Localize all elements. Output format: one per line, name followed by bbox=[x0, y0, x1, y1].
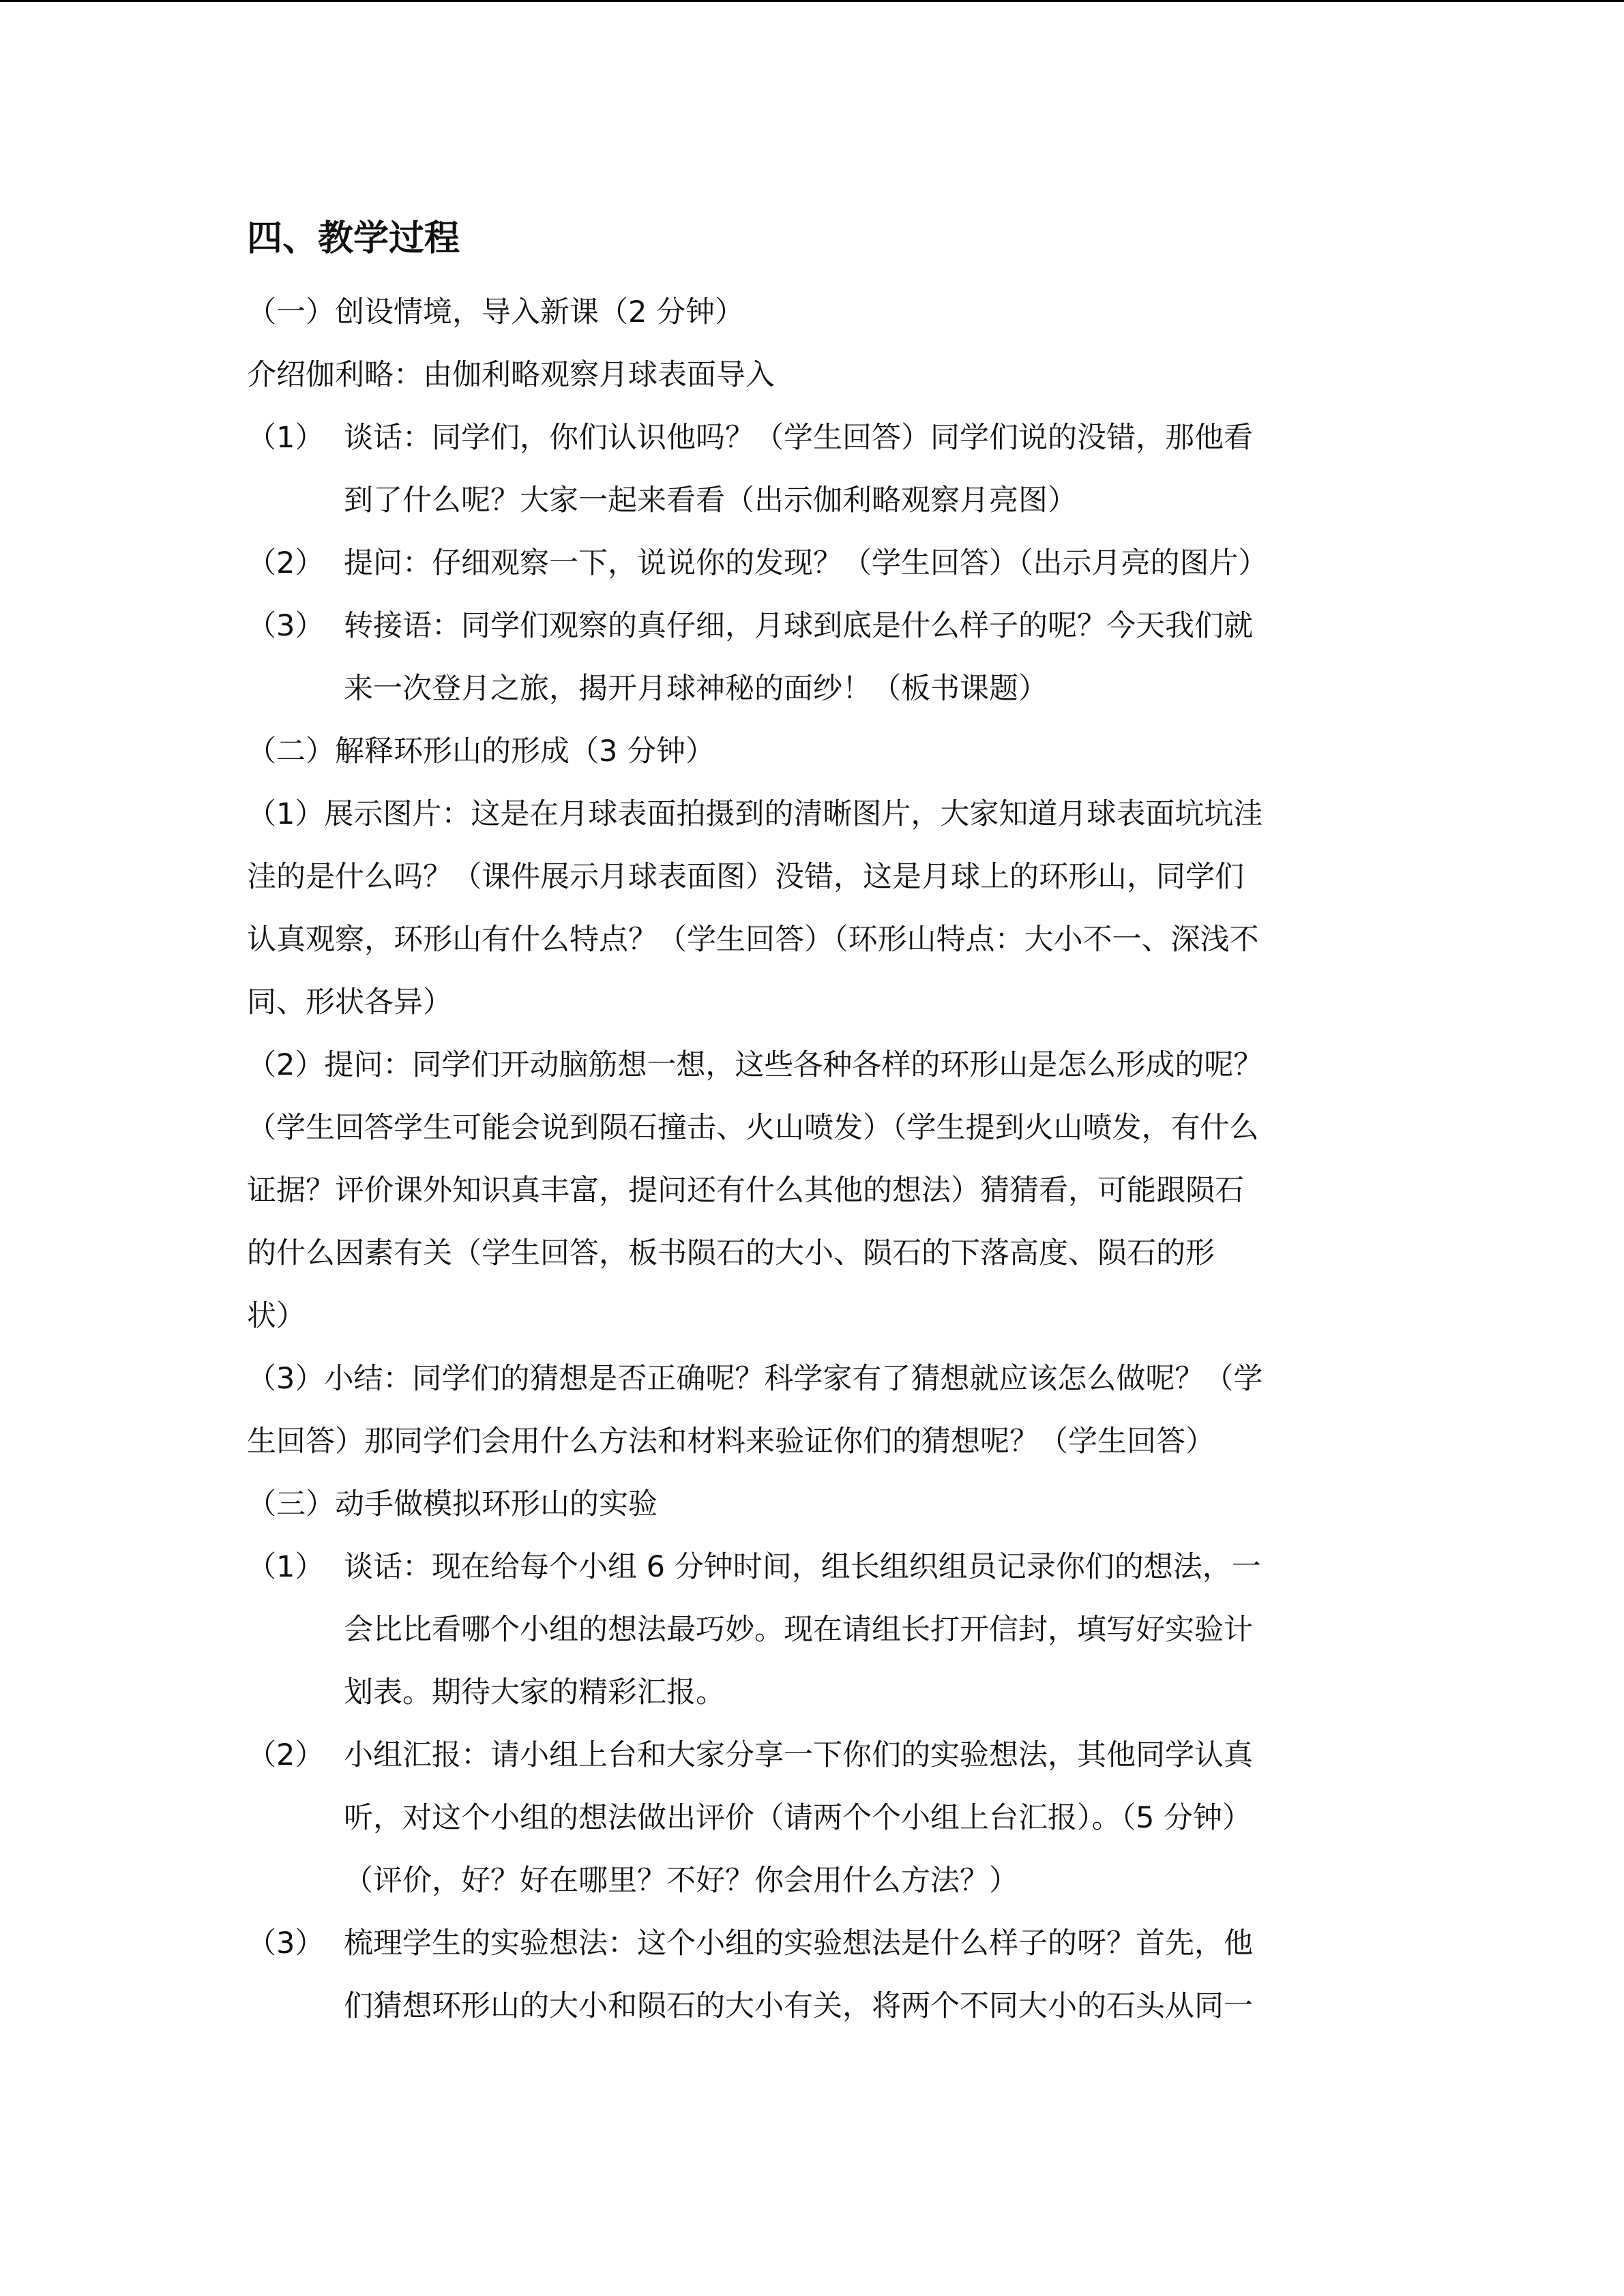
item-line: 转接语：同学们观察的真仔细，月球到底是什么样子的呢？今天我们就 bbox=[344, 609, 1253, 643]
part1-intro: 介绍伽利略：由伽利略观察月球表面导入 bbox=[247, 358, 775, 392]
paragraph-line: 洼的是什么吗？（课件展示月球表面图）没错，这是月球上的环形山，同学们 bbox=[247, 860, 1244, 894]
item-line: 小组汇报：请小组上台和大家分享一下你们的实验想法，其他同学认真 bbox=[344, 1738, 1253, 1772]
item-number: （3） bbox=[247, 1926, 325, 1960]
part2-heading: （二）解释环形山的形成（3 分钟） bbox=[247, 734, 715, 769]
paragraph-line: （3）小结：同学们的猜想是否正确呢？科学家有了猜想就应该怎么做呢？（学 bbox=[247, 1362, 1263, 1396]
part3-item-1 bbox=[247, 1536, 1379, 1724]
part2-paragraph-3 bbox=[247, 1347, 1379, 1473]
item-number: （1） bbox=[247, 421, 325, 455]
part2-paragraph-2 bbox=[247, 1034, 1379, 1347]
item-number: （1） bbox=[247, 1550, 325, 1584]
item-number: （3） bbox=[247, 609, 325, 643]
part3-item-3 bbox=[247, 1912, 1379, 2038]
paragraph-line: 生回答）那同学们会用什么方法和材料来验证你们的猜想呢？（学生回答） bbox=[247, 1425, 1215, 1459]
paragraph-line: 证据？评价课外知识真丰富，提问还有什么其他的想法）猜猜看，可能跟陨石 bbox=[247, 1174, 1244, 1208]
part1-item-3 bbox=[247, 595, 1379, 720]
section-title: 四、教学过程 bbox=[247, 218, 460, 259]
item-line: 提问：仔细观察一下，说说你的发现？（学生回答）（出示月亮的图片） bbox=[344, 546, 1268, 580]
paragraph-line: （1）展示图片：这是在月球表面拍摄到的清晰图片，大家知道月球表面坑坑洼 bbox=[247, 797, 1263, 831]
document-page bbox=[247, 205, 1379, 2038]
part1-heading: （一）创设情境，导入新课（2 分钟） bbox=[247, 295, 745, 329]
item-line: 谈话：同学们，你们认识他吗？（学生回答）同学们说的没错，那他看 bbox=[344, 421, 1253, 455]
part3-heading: （三）动手做模拟环形山的实验 bbox=[247, 1487, 658, 1521]
item-line: 谈话：现在给每个小组 6 分钟时间，组长组织组员记录你们的想法，一 bbox=[344, 1550, 1261, 1584]
part3-item-2 bbox=[247, 1724, 1379, 1912]
item-line: 来一次登月之旅，揭开月球神秘的面纱！（板书课题） bbox=[344, 672, 1048, 706]
part1-item-2 bbox=[247, 532, 1379, 595]
item-line: 会比比看哪个小组的想法最巧妙。现在请组长打开信封，填写好实验计 bbox=[344, 1613, 1253, 1647]
paragraph-line: 认真观察，环形山有什么特点？（学生回答）（环形山特点：大小不一、深浅不 bbox=[247, 923, 1259, 957]
part1-item-1 bbox=[247, 406, 1379, 532]
item-line: 听，对这个小组的想法做出评价（请两个个小组上台汇报）。（5 分钟） bbox=[344, 1801, 1252, 1835]
paragraph-line: 的什么因素有关（学生回答，板书陨石的大小、陨石的下落高度、陨石的形 bbox=[247, 1236, 1215, 1270]
item-number: （2） bbox=[247, 546, 325, 580]
part2-paragraph-1 bbox=[247, 783, 1379, 1034]
paragraph-line: 状） bbox=[247, 1299, 306, 1333]
item-number: （2） bbox=[247, 1738, 325, 1772]
item-line: （评价，好？好在哪里？不好？你会用什么方法？） bbox=[344, 1864, 1018, 1898]
item-line: 梳理学生的实验想法：这个小组的实验想法是什么样子的呀？首先，他 bbox=[344, 1926, 1253, 1960]
paragraph-line: （学生回答学生可能会说到陨石撞击、火山喷发）（学生提到火山喷发，有什么 bbox=[247, 1111, 1259, 1145]
page-top-border bbox=[0, 0, 1624, 2]
paragraph-line: 同、形状各异） bbox=[247, 985, 452, 1019]
paragraph-line: （2）提问：同学们开动脑筋想一想，这些各种各样的环形山是怎么形成的呢？ bbox=[247, 1048, 1263, 1082]
item-line: 到了什么呢？大家一起来看看（出示伽利略观察月亮图） bbox=[344, 483, 1077, 518]
item-line: 们猜想环形山的大小和陨石的大小有关，将两个不同大小的石头从同一 bbox=[344, 1989, 1253, 2023]
item-line: 划表。期待大家的精彩汇报。 bbox=[344, 1675, 725, 1710]
